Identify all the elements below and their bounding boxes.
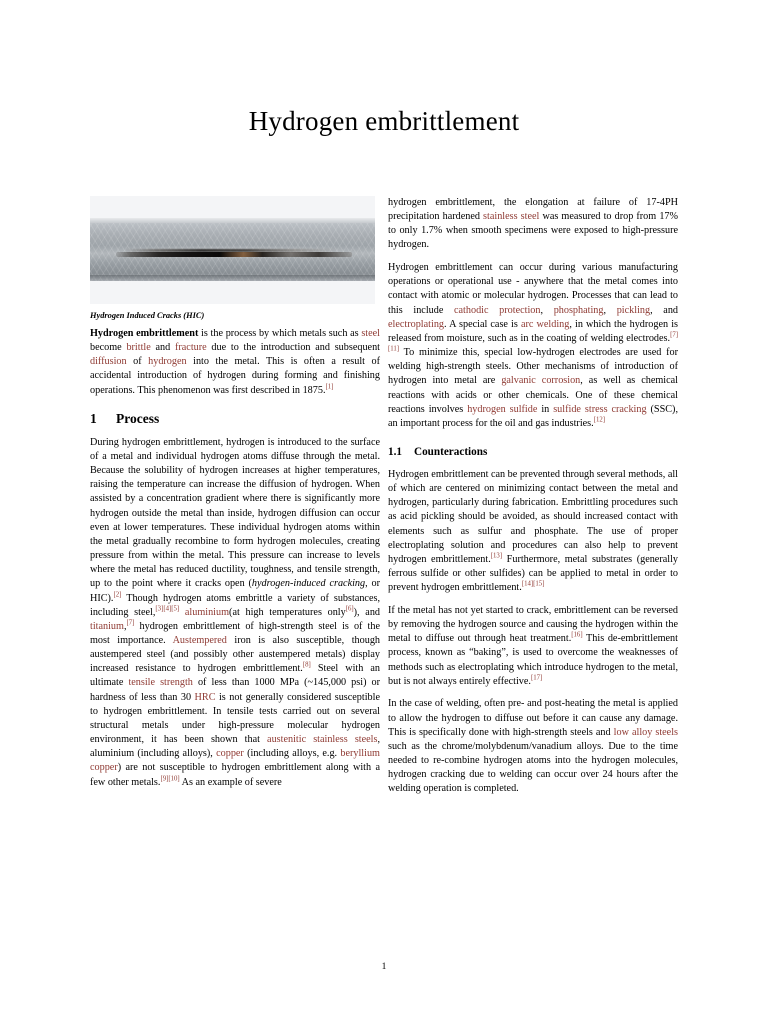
citation-8[interactable]: [8]: [302, 661, 311, 669]
link-low-alloy-steels[interactable]: low alloy steels: [613, 726, 678, 738]
right-paragraph-1: hydrogen embrittlement, the elongation at failure of 17-4PH precipitation hardened stainless steel was measured to drop from 17% to only 1.7% when smooth specimens were exposed to high-pressure hydrogen.: [388, 197, 678, 251]
link-beryllium-copper[interactable]: beryllium copper: [90, 748, 380, 774]
citation-1[interactable]: [1]: [325, 383, 334, 391]
two-column-body: [90, 196, 678, 966]
link-austempered[interactable]: Austempered: [172, 634, 227, 646]
right-paragraph-2: Hydrogen embrittlement can occur during various manufacturing operations or operational use - anywhere that the metal comes into contact with atomic or molecular hydrogen. Processes that can lead to this include cathodic protection, phosphating, pickling, and electroplating. A special case is arc welding, in which the hydrogen is released from moisture, such as in the coating of welding electrodes.[7][11] To minimize this, special low-hydrogen electrodes are used for welding high-strength steels. Other mechanisms of introduction of hydrogen into metal are galvanic corrosion, as well as chemical reactions with acids or other chemicals. One of these chemical reactions involves hydrogen sulfide in sulfide stress cracking (SSC), an important process for the oil and gas industries.[12]: [388, 262, 679, 429]
article-lead-term: Hydrogen embrittlement: [90, 328, 199, 339]
subsection-title: Counteractions: [414, 446, 488, 458]
link-galvanic-corrosion[interactable]: galvanic corrosion: [501, 375, 581, 387]
link-aluminium[interactable]: aluminium: [184, 606, 230, 618]
page-title: Hydrogen embrittlement: [248, 106, 520, 136]
citation-17[interactable]: [17]: [530, 674, 543, 682]
hydrogen-induced-cracks-photo: [90, 196, 375, 304]
crack-primary-shape: [116, 252, 352, 257]
italic-hydrogen-induced-cracking: hydrogen-induced cracking: [251, 578, 366, 590]
subsection-heading-counteractions: [388, 445, 678, 459]
right-paragraph-5: In the case of welding, often pre- and post-heating the metal is applied to allow the hydrogen to diffuse out before it can cause any damage. This is specifically done with high-strength steels and low alloy steels such as the chrome/molybdenum/vanadium alloys. Due to the time needed to re-combine hydrogen atoms into the hydrogen molecules, hydrogen cracking due to welding can occur over 24 hours after the welding operation is completed.: [388, 698, 678, 795]
section-title: Process: [116, 410, 160, 426]
citation-13[interactable]: [13]: [490, 552, 503, 560]
left-column: [90, 196, 380, 790]
link-sulfide-stress-cracking[interactable]: sulfide stress cracking: [553, 403, 647, 415]
citation-9-10[interactable]: [9][10]: [160, 775, 180, 783]
link-hydrogen-sulfide[interactable]: hydrogen sulfide: [467, 403, 538, 415]
link-brittle[interactable]: brittle: [126, 342, 151, 354]
link-hrc[interactable]: HRC: [194, 691, 216, 703]
right-paragraph-4: If the metal has not yet started to crack, embrittlement can be reversed by removing the hydrogen source and causing the hydrogen within the metal to diffuse out through heat treatment.[16] This de-embrittlement process, known as “baking”, is used to overcome the weaknesses of methods such as electroplating which introduce hydrogen to the metal, but is not always entirely effective.[17]: [388, 604, 678, 687]
link-fracture[interactable]: fracture: [174, 342, 207, 354]
intro-paragraph: Hydrogen embrittlement is the process by which metals such as steel become brittle and fracture due to the introduction and subsequent diffusion of hydrogen into the metal. This is often a result of accidental introduction of hydrogen during forming and finishing operations. This phenomenon was first described in 1875.[1]: [90, 328, 380, 396]
link-austenitic-stainless-steels[interactable]: austenitic stainless steels: [267, 734, 378, 746]
section-heading-process: [90, 411, 380, 427]
citation-12[interactable]: [12]: [593, 416, 606, 424]
pipe-bottom-shadow-shape: [90, 275, 375, 281]
right-paragraph-3: Hydrogen embrittlement can be prevented through several methods, all of which are centered on minimizing contact between the metal and hydrogen, particularly during fabrication. Embrittling procedures such as acid pickling should be avoided, as should increased contact with elements such as sulfur and phosphate. The use of proper electroplating solution and procedures can also help to prevent hydrogen embrittlement.[13] Furthermore, metal substrates (generally ferrous sulfide or other sulfides) can be applied to metal in order to prevent hydrogen embrittlement.[14][15]: [388, 469, 678, 594]
link-titanium[interactable]: titanium: [90, 620, 124, 632]
link-hydrogen[interactable]: hydrogen: [148, 356, 187, 368]
link-copper[interactable]: copper: [216, 748, 244, 760]
link-phosphating[interactable]: phosphating: [553, 304, 604, 316]
link-diffusion[interactable]: diffusion: [90, 356, 127, 368]
citation-6[interactable]: [6]: [345, 605, 354, 613]
figure-hydrogen-induced-cracks: [90, 196, 375, 321]
link-electroplating[interactable]: electroplating: [388, 318, 445, 330]
page-number: 1: [381, 962, 387, 972]
pipe-top-edge-shape: [90, 218, 375, 223]
link-arc-welding[interactable]: arc welding: [520, 318, 570, 330]
citation-7[interactable]: [7]: [126, 619, 135, 627]
citation-16[interactable]: [16]: [571, 631, 583, 639]
link-steel[interactable]: steel: [361, 328, 380, 339]
process-paragraph: During hydrogen embrittlement, hydrogen is introduced to the surface of a metal and individual hydrogen atoms diffuse through the metal. Because the solubility of hydrogen increases at higher temperatures, raising the temperature can increase the diffusion of hydrogen. When assisted by a concentration gradient where there is significantly more hydrogen outside the metal than inside, hydrogen diffusion can occur even at lower temperatures. These individual hydrogen atoms within the metal gradually recombine to form hydrogen molecules, creating pressure from within the metal. This pressure can increase to levels where the metal has reduced ductility, toughness, and tensile strength, up to the point where it cracks open (hydrogen-induced cracking, or HIC).[2] Though hydrogen atoms embrittle a variety of substances, including steel,[3][4][5] aluminium(at high temperatures only[6]), and titanium,[7] hydrogen embrittlement of high-strength steel is of the most importance. Austempered iron is also susceptible, though austempered steel (and possibly other austempered metals) display increased resistance to hydrogen embrittlement.[8] Steel with an ultimate tensile strength of less than 1000 MPa (~145,000 psi) or hardness of less than 30 HRC is not generally considered susceptible to hydrogen embrittlement. In tensile tests carried out on several structural metals under high-pressure molecular hydrogen environment, it has been shown that austenitic stainless steels, aluminium (including alloys), copper (including alloys, e.g. beryllium copper) are not susceptible to hydrogen embrittlement along with a few other metals.[9][10] As an example of severe: [90, 436, 381, 788]
citation-7-11[interactable]: [7][11]: [388, 331, 678, 353]
link-pickling[interactable]: pickling: [616, 304, 651, 316]
right-column: [388, 196, 678, 796]
section-number: 1: [90, 410, 97, 426]
link-tensile-strength[interactable]: tensile strength: [128, 677, 193, 689]
link-cathodic-protection[interactable]: cathodic protection: [454, 304, 541, 316]
citation-14-15[interactable]: [14][15]: [521, 580, 545, 588]
subsection-number: 1.1: [388, 446, 402, 458]
citation-3-4-5[interactable]: [3][4][5]: [155, 605, 180, 613]
citation-2[interactable]: [2]: [113, 591, 122, 599]
figure-caption: Hydrogen Induced Cracks (HIC): [90, 311, 205, 320]
link-stainless-steel[interactable]: stainless steel: [483, 211, 540, 223]
